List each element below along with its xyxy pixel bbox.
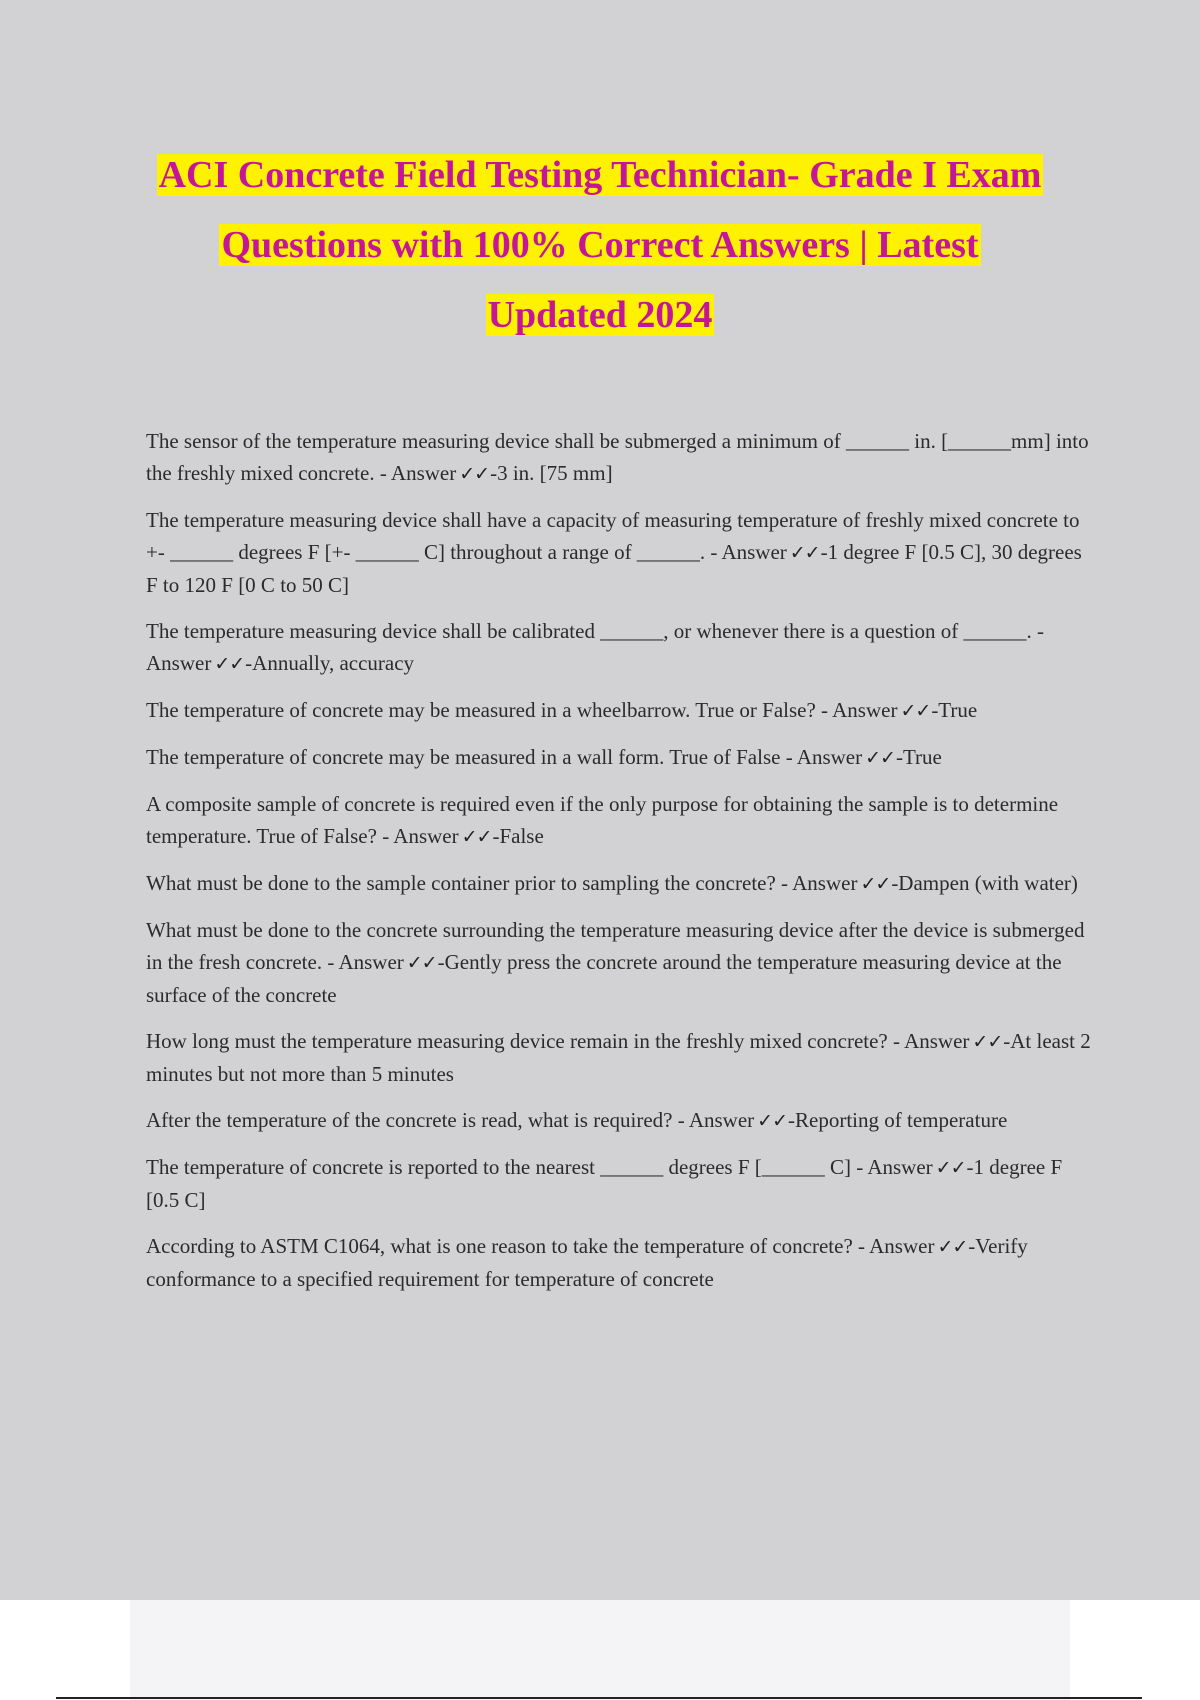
answer-text: -Reporting of temperature [788,1108,1008,1132]
separator: - [376,824,394,848]
answer-label: Answer [904,1029,970,1053]
question-text: What must be done to the concrete surrounding the temperature measuring device after the device is submerged in the fresh concrete. [146,918,1085,974]
double-check-icon: ✓✓ [459,463,490,485]
qa-item [146,867,1092,900]
answer-label: Answer [393,824,459,848]
separator: - [322,950,339,974]
separator: - [1031,619,1045,643]
answer-label: Answer [796,745,863,769]
double-check-icon: ✓✓ [860,873,891,895]
answer-text: -Gently press the concrete around the temperature measuring device at the surface of the concrete [146,950,1062,1007]
document-title [100,140,1100,350]
question-text: The temperature of concrete is reported to the nearest ______ degrees F [______ C] [146,1155,851,1179]
answer-label: Answer [869,1234,935,1258]
question-text: The temperature measuring device shall be calibrated ______, or whenever there is a question of ______. [146,619,1032,643]
double-check-icon: ✓✓ [900,700,931,722]
answer-label: Answer [792,871,858,895]
answer-text: -1 degree F [0.5 C], 30 degrees F to 120 F [0 C to 50 C] [146,540,1082,597]
answer-label: Answer [721,540,787,564]
answer-label: Answer [146,651,212,675]
page-divider-rule [56,1697,1142,1699]
question-text: After the temperature of the concrete is read, what is required? [146,1108,673,1132]
qa-item [146,1230,1092,1295]
double-check-icon: ✓✓ [757,1110,788,1132]
separator: - [672,1108,689,1132]
question-text: What must be done to the sample container prior to sampling the concrete? [146,871,776,895]
qa-list [146,425,1092,1309]
title-line-3 [100,280,1100,350]
next-page-preview [0,1600,1200,1700]
answer-text: -Verify conformance to a specified requirement for temperature of concrete [146,1234,1028,1291]
answer-label: Answer [867,1155,933,1179]
answer-label: Answer [338,950,404,974]
question-text: According to ASTM C1064, what is one reason to take the temperature of concrete? [146,1234,853,1258]
answer-text: -3 in. [75 mm] [490,461,613,485]
answer-text: -True [931,698,978,722]
double-check-icon: ✓✓ [865,747,895,769]
answer-text: -At least 2 minutes but not more than 5 minutes [146,1029,1091,1086]
separator: - [887,1029,905,1053]
double-check-icon: ✓✓ [789,542,820,564]
question-text: The temperature of concrete may be measured in a wheelbarrow. True or False? [146,698,816,722]
answer-text: -False [492,824,544,848]
double-check-icon: ✓✓ [935,1157,966,1179]
answer-text: -Dampen (with water) [891,871,1078,895]
qa-item [146,914,1092,1011]
answer-text: -1 degree F [0.5 C] [146,1155,1063,1212]
double-check-icon: ✓✓ [214,653,245,675]
title-line-3-text: Updated 2024 [487,294,713,336]
answer-label: Answer [832,698,898,722]
question-text: The temperature measuring device shall have a capacity of measuring temperature of freshly mixed concrete to +- ______ degrees F [+- ______ C] throughout a range of ______. [146,508,1080,564]
separator: - [780,745,797,769]
answer-label: Answer [688,1108,755,1132]
qa-item [146,615,1092,680]
question-text: The temperature of concrete may be measured in a wall form. True of False [146,745,781,769]
separator: - [852,1234,870,1258]
qa-item [146,1104,1092,1137]
separator: - [705,540,722,564]
double-check-icon: ✓✓ [937,1236,968,1258]
title-line-2-text: Questions with 100% Correct Answers | Latest [221,224,979,266]
answer-text: -True [895,745,942,769]
answer-text: -Annually, accuracy [245,651,415,675]
double-check-icon: ✓✓ [406,952,437,974]
answer-label: Answer [390,461,457,485]
qa-item [146,694,1092,727]
question-text: The sensor of the temperature measuring device shall be submerged a minimum of ______ in. [______mm] into the freshly mixed concrete. [146,429,1089,485]
question-text: How long must the temperature measuring device remain in the freshly mixed concrete? [146,1029,888,1053]
qa-item [146,425,1092,490]
separator: - [775,871,793,895]
qa-item [146,741,1092,774]
title-line-2 [100,210,1100,280]
separator: - [374,461,391,485]
qa-item [146,788,1092,853]
double-check-icon: ✓✓ [461,826,492,848]
next-page-panel [130,1600,1070,1700]
qa-item [146,1025,1092,1090]
separator: - [851,1155,868,1179]
question-text: A composite sample of concrete is required even if the only purpose for obtaining the sample is to determine temperature. True of False? [146,792,1059,848]
double-check-icon: ✓✓ [972,1031,1003,1053]
qa-item [146,1151,1092,1216]
qa-item [146,504,1092,601]
title-line-1 [100,140,1100,210]
title-line-1-text: ACI Concrete Field Testing Technician- Grade I Exam [158,154,1042,196]
separator: - [815,698,833,722]
